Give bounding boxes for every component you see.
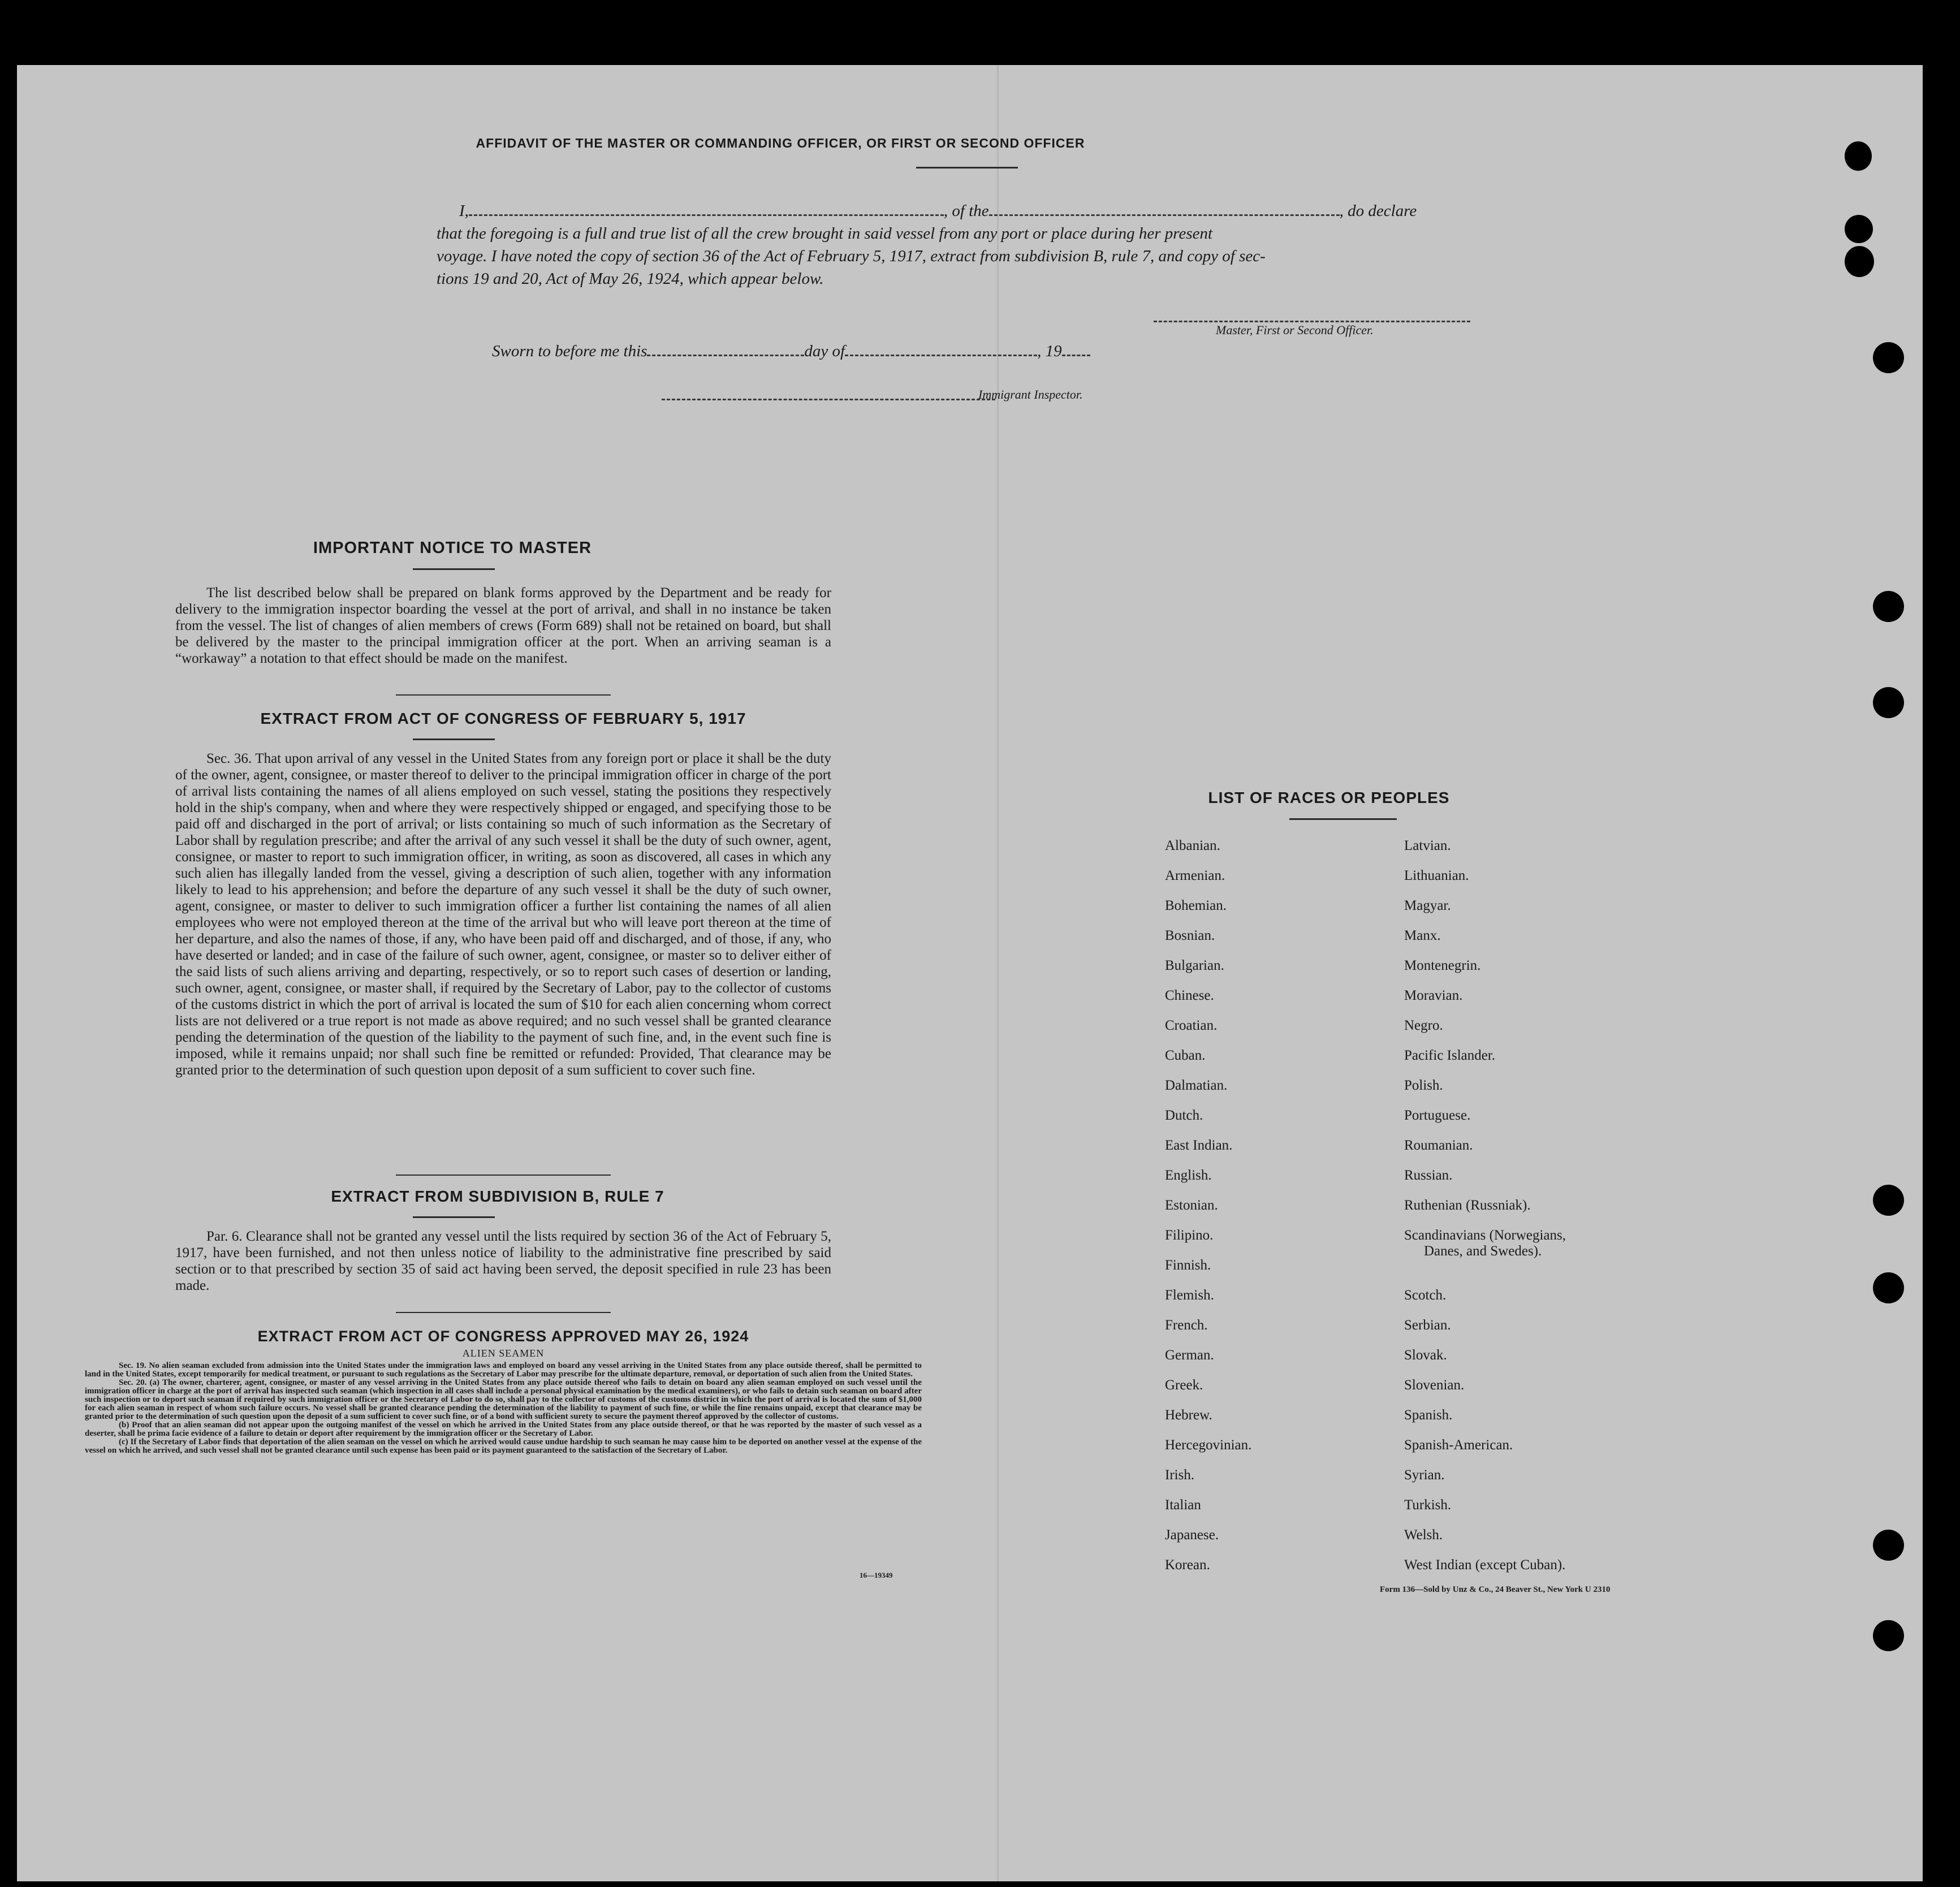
race-item: Cuban.: [1165, 1048, 1206, 1063]
race-item: Bohemian.: [1165, 898, 1227, 913]
race-item: Portuguese.: [1404, 1108, 1471, 1123]
name-blank[interactable]: [469, 214, 944, 216]
race-item: Bosnian.: [1165, 928, 1215, 943]
year-blank[interactable]: [1062, 355, 1090, 356]
race-item: Korean.: [1165, 1557, 1210, 1573]
affidavit-i: I,: [459, 202, 469, 220]
punch-hole: [1845, 215, 1873, 243]
punch-hole: [1873, 342, 1904, 373]
race-item: Moravian.: [1404, 988, 1463, 1003]
sworn-text: Sworn to before me this: [492, 342, 647, 360]
race-item: East Indian.: [1165, 1138, 1233, 1153]
affidavit-body: [437, 200, 1520, 290]
race-item: Negro.: [1404, 1018, 1443, 1033]
rule7-body: Par. 6. Clearance shall not be granted any vessel until the lists required by section 36 of the Act of February 5, 1917, have been furnished, and not then unless notice of liability to the administrative fine prescribed by said section or to that prescribed by section 35 of said act having been served, the deposit specified in rule 23 has been made.: [175, 1229, 831, 1293]
day-blank[interactable]: [647, 355, 804, 356]
race-item: Hebrew.: [1165, 1407, 1212, 1423]
notice-title: IMPORTANT NOTICE TO MASTER: [313, 539, 592, 557]
race-item: Dutch.: [1165, 1108, 1203, 1123]
race-item: Albanian.: [1165, 838, 1220, 853]
page-fold: [997, 65, 999, 1881]
scandinavians-line-1: Scandinavians (Norwegians,: [1404, 1228, 1566, 1243]
race-item: Greek.: [1165, 1378, 1203, 1393]
extract-1917-body: Sec. 36. That upon arrival of any vessel in the United States from any foreign port or place it shall be the duty of the owner, agent, consignee, or master thereof to deliver to the principal immigration officer in charge of the port of arrival lists containing the names of all aliens employed on such vessel, stating the positions they respectively hold in the ship's company, when and where they were respectively shipped or engaged, and specifying those to be paid off and discharged in the port of arrival; or lists containing so much of such information as the Secretary of Labor shall by regulation prescribe; and after the arrival of any such vessel it shall be the duty of such owner, agent, consignee, or master to report to such immigration officer, in writing, as soon as discovered, all cases in which any such alien has illegally landed from the vessel, giving a description of such alien, together with any information likely to lead to his apprehension; and before the departure of any such vessel it shall be the duty of such owner, agent, consignee, or master to deliver to such immigration officer a further list containing the names of all alien employees who were not employed thereon at the time of the arrival but who will leave port thereon at the time of her departure, and also the names of those, if any, who have been paid off and discharged, and of those, if any, who have deserted or landed; and in case of the failure of such owner, agent, consignee, or master so to deliver either of the said lists of such aliens arriving and departing, respectively, or so to report such cases of desertion or landing, such owner, agent, consignee, or master shall, if required by the Secretary of Labor, pay to the collector of customs of the customs district in which the port of arrival is located the sum of $10 for each alien concerning whom correct lists are not delivered or a true report is not made as above required; and no such vessel shall be granted clearance pending the determination of the question of the liability to the payment of such fine, and, in the event such fine is imposed, while it remains unpaid; nor shall such fine be remitted or refunded: Provided, That clearance may be granted prior to the determination of such question upon deposit of a sum sufficient to cover such fine.: [175, 751, 831, 1078]
race-item: Welsh.: [1404, 1527, 1443, 1543]
punch-hole: [1873, 1272, 1904, 1303]
race-item: Slovak.: [1404, 1348, 1447, 1363]
extract-1917-title: EXTRACT FROM ACT OF CONGRESS OF FEBRUARY 5, 1917: [260, 710, 746, 727]
affidavit-line-4: tions 19 and 20, Act of May 26, 1924, which appear below.: [437, 270, 824, 288]
extract-1924-body: [85, 1362, 922, 1455]
race-item: Serbian.: [1404, 1318, 1451, 1333]
print-code: 16—19349: [860, 1571, 893, 1579]
race-item: Spanish.: [1404, 1407, 1453, 1423]
race-item: Armenian.: [1165, 868, 1225, 883]
divider: [413, 568, 495, 570]
extract-1924-title: EXTRACT FROM ACT OF CONGRESS APPROVED MAY 26, 1924: [257, 1328, 749, 1345]
race-item-scandinavians: [1404, 1220, 1566, 1280]
race-item: West Indian (except Cuban).: [1404, 1557, 1566, 1573]
race-item: Bulgarian.: [1165, 958, 1224, 973]
race-item: French.: [1165, 1318, 1208, 1333]
sworn-line: [492, 342, 1090, 361]
document-sheet: [17, 65, 1923, 1881]
divider: [396, 694, 611, 696]
sec-19: Sec. 19. No alien seaman excluded from admission into the United States under the immigration laws and employed on board any vessel arriving in the United States from any place outside thereof, shall be permitted to land in the United States, except temporarily for medical treatment, or pursuant to such regulations as the Secretary of Labor may prescribe for the ultimate departure, removal, or deportation of such alien from the United States.: [85, 1361, 922, 1379]
race-item: Syrian.: [1404, 1467, 1445, 1483]
race-item: Ruthenian (Russniak).: [1404, 1198, 1531, 1213]
sec-20a: Sec. 20. (a) The owner, charterer, agent, consignee, or master of any vessel arriving in the United States from any place outside thereof who fails to detain on board any alien seaman employed on such vessel until the immigration officer in charge at the port of arrival has inspected such seaman (which inspection in all cases shall include a personal physical examination by the medical examiners), or who fails to detain such seaman on board after such inspection or to deport such seaman if required by such immigration officer or the Secretary of Labor to do so, shall pay to the collector of customs of the customs district in which the port of arrival is located the sum of $1,000 for each alien seaman in respect of whom such failure occurs. No vessel shall be granted clearance pending the determination of the liability to payment of such fine, or while the fine remains unpaid, except that clearance may be granted prior to the determination of such question upon the deposit of a sum sufficient to cover such fine, or of a bond with sufficient surety to secure the payment thereof approved by the collector of customs.: [85, 1378, 922, 1421]
affidavit-of-the: , of the: [943, 202, 989, 220]
race-item: Hercegovinian.: [1165, 1437, 1252, 1453]
punch-hole: [1845, 141, 1872, 171]
divider: [916, 167, 1018, 169]
divider: [1289, 818, 1397, 820]
divider: [413, 1216, 495, 1218]
race-item: Turkish.: [1404, 1497, 1452, 1513]
race-item: Latvian.: [1404, 838, 1451, 853]
month-blank[interactable]: [845, 355, 1037, 356]
race-item: Filipino.: [1165, 1228, 1214, 1243]
race-item: Magyar.: [1404, 898, 1451, 913]
race-item: Italian: [1165, 1497, 1201, 1513]
inspector-label: Immigrant Inspector.: [978, 387, 1083, 401]
form-footer: Form 136—Sold by Unz & Co., 24 Beaver St., New York U 2310: [1380, 1585, 1611, 1594]
race-item: Polish.: [1404, 1078, 1443, 1093]
race-item: Roumanian.: [1404, 1138, 1473, 1153]
sec-20b: (b) Proof that an alien seaman did not appear upon the outgoing manifest of the vessel on which he arrived in the United States from any place outside thereof, or that he was reported by the master of such vessel as a deserter, shall be prima facie evidence of a failure to detain or deport after requirement by the immigration officer or the Secretary of Labor.: [85, 1420, 922, 1438]
race-item: Pacific Islander.: [1404, 1048, 1496, 1063]
race-item: Estonian.: [1165, 1198, 1218, 1213]
punch-hole: [1873, 1530, 1904, 1561]
races-right-column: [1404, 831, 1566, 1580]
inspector-line[interactable]: [662, 399, 995, 400]
race-item: Spanish-American.: [1404, 1437, 1513, 1453]
signature-line[interactable]: [1154, 321, 1470, 322]
race-item: Scotch.: [1404, 1288, 1447, 1303]
race-item: Dalmatian.: [1165, 1078, 1228, 1093]
punch-hole: [1873, 1620, 1904, 1651]
race-item: Finnish.: [1165, 1258, 1211, 1273]
race-item: German.: [1165, 1348, 1214, 1363]
divider: [396, 1174, 611, 1176]
race-item: Chinese.: [1165, 988, 1214, 1003]
notice-body: The list described below shall be prepared on blank forms approved by the Department and be ready for delivery to the immigration inspector boarding the vessel at the port of arrival, and shall in no instance be taken from the vessel. The list of changes of alien members of crews (Form 689) shall not be retained on board, but shall be delivered by the master to the principal immigration officer at the port. When an arriving seaman is a “workaway” a notation to that effect should be made on the manifest.: [175, 585, 831, 666]
race-item: Manx.: [1404, 928, 1441, 943]
punch-hole: [1873, 591, 1904, 622]
extract-1924-subtitle: ALIEN SEAMEN: [462, 1348, 545, 1359]
divider: [396, 1312, 611, 1313]
punch-hole: [1845, 246, 1874, 277]
affidavit-declare: , do declare: [1339, 202, 1417, 220]
rule7-title: EXTRACT FROM SUBDIVISION B, RULE 7: [331, 1188, 664, 1205]
race-item: Flemish.: [1165, 1288, 1214, 1303]
race-item: Croatian.: [1165, 1018, 1218, 1033]
affidavit-title: AFFIDAVIT OF THE MASTER OR COMMANDING OFFICER, OR FIRST OR SECOND OFFICER: [476, 136, 1085, 150]
scandinavians-line-2: Danes, and Swedes).: [1424, 1243, 1542, 1259]
affidavit-line-2: that the foregoing is a full and true list of all the crew brought in said vessel from any port or place during her present: [437, 224, 1213, 243]
race-item: Slovenian.: [1404, 1378, 1465, 1393]
day-of-text: day of: [804, 342, 845, 360]
vessel-blank[interactable]: [989, 214, 1340, 216]
race-item: English.: [1165, 1168, 1212, 1183]
sec-20c: (c) If the Secretary of Labor finds that deportation of the alien seaman on the vessel on which he arrived would cause undue hardship to such seaman he may cause him to be deported on another vessel at the expense of the vessel on which he arrived, and such vessel shall not be granted clearance until such expense has been paid or its payment guaranteed to the satisfaction of the Secretary of Labor.: [85, 1437, 922, 1455]
race-item: Japanese.: [1165, 1527, 1219, 1543]
affidavit-line-3: voyage. I have noted the copy of section 36 of the Act of February 5, 1917, extract from subdivision B, rule 7, and copy of sec-: [437, 247, 1266, 265]
races-left-column: [1165, 831, 1251, 1580]
signature-label: Master, First or Second Officer.: [1216, 323, 1374, 337]
race-item: Lithuanian.: [1404, 868, 1469, 883]
punch-hole: [1873, 1185, 1904, 1216]
race-item: Russian.: [1404, 1168, 1453, 1183]
race-item: Irish.: [1165, 1467, 1195, 1483]
year-text: , 19: [1037, 342, 1062, 360]
races-title: LIST OF RACES OR PEOPLES: [1208, 789, 1450, 806]
punch-hole: [1873, 687, 1904, 718]
race-item: Montenegrin.: [1404, 958, 1481, 973]
divider: [413, 739, 495, 740]
